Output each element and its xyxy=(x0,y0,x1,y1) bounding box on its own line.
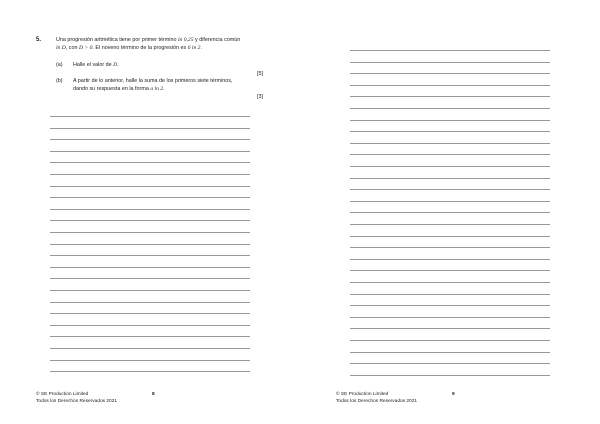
stem-text: , con xyxy=(65,45,78,51)
answer-line xyxy=(50,139,250,140)
rights-text: Todos los Derechos Reservados 2021 xyxy=(336,398,418,404)
answer-line xyxy=(350,352,550,353)
answer-lines xyxy=(350,50,550,381)
part-b-end: . xyxy=(163,86,165,92)
answer-line xyxy=(350,85,550,86)
answer-line xyxy=(350,340,550,341)
stem-text: y diferencia común xyxy=(195,37,241,43)
answer-line xyxy=(350,328,550,329)
answer-line xyxy=(350,317,550,318)
footer-left xyxy=(36,392,117,405)
answer-line xyxy=(350,96,550,97)
part-a-end: . xyxy=(117,62,119,68)
answer-line xyxy=(350,270,550,271)
answer-line xyxy=(50,197,250,198)
part-b-marks: [3] xyxy=(257,94,263,100)
stem-math: D > 0 xyxy=(78,45,93,51)
part-a-prompt: Halle el valor de xyxy=(73,62,112,68)
part-a-marks: [5] xyxy=(257,71,263,77)
answer-line xyxy=(50,174,250,175)
page-number: 8 xyxy=(152,392,155,397)
part-a-text xyxy=(73,62,119,68)
answer-line xyxy=(50,267,250,268)
answer-line xyxy=(350,131,550,132)
answer-line xyxy=(350,305,550,306)
answer-line xyxy=(350,154,550,155)
answer-line xyxy=(50,290,250,291)
answer-line xyxy=(50,278,250,279)
answer-line xyxy=(50,325,250,326)
answer-line xyxy=(50,209,250,210)
answer-line xyxy=(50,151,250,152)
answer-line xyxy=(50,232,250,233)
copyright-text: © SE Production Limited xyxy=(336,392,389,397)
question-number: 5. xyxy=(36,37,42,43)
stem-math: ln D xyxy=(56,45,66,51)
stem-text: . xyxy=(200,45,202,51)
answer-line xyxy=(350,166,550,167)
answer-line xyxy=(350,73,550,74)
answer-line xyxy=(350,363,550,364)
part-b-label: (b) xyxy=(56,78,63,84)
answer-line xyxy=(50,186,250,187)
rights-text: Todos los Derechos Reservados 2021 xyxy=(36,398,118,404)
stem-text: . El noveno término de la progresión es xyxy=(92,45,187,51)
part-b-line-1: A partir de lo anterior, halle la suma de los primeros siete términos, xyxy=(73,78,233,84)
part-b-math: a ln 2 xyxy=(150,86,164,92)
answer-line xyxy=(350,50,550,51)
answer-line xyxy=(50,128,250,129)
answer-line xyxy=(350,178,550,179)
answer-line xyxy=(50,116,250,117)
right-page xyxy=(300,0,600,424)
answer-line xyxy=(350,201,550,202)
answer-line xyxy=(350,212,550,213)
answer-line xyxy=(50,220,250,221)
answer-line xyxy=(50,360,250,361)
part-b-line-2 xyxy=(73,86,165,92)
answer-line xyxy=(350,62,550,63)
answer-line xyxy=(50,348,250,349)
answer-line xyxy=(50,302,250,303)
copyright-text: © SE Production Limited xyxy=(36,392,89,397)
question-stem-line-1 xyxy=(56,37,240,43)
answer-lines xyxy=(50,116,250,381)
stem-text: Una progresión aritmética tiene por primer término xyxy=(56,37,177,43)
part-a-math: D xyxy=(113,62,118,68)
stem-math: ln 0,25 xyxy=(177,37,194,43)
answer-line xyxy=(50,244,250,245)
answer-line xyxy=(350,224,550,225)
answer-line xyxy=(350,375,550,376)
answer-line xyxy=(50,162,250,163)
answer-line xyxy=(350,143,550,144)
answer-line xyxy=(350,108,550,109)
answer-line xyxy=(350,236,550,237)
answer-line xyxy=(50,255,250,256)
footer-right xyxy=(336,392,417,405)
answer-line xyxy=(50,313,250,314)
stem-math: 6 ln 2 xyxy=(187,45,201,51)
part-b-prompt: dando su respuesta en la forma xyxy=(73,86,149,92)
answer-line xyxy=(50,371,250,372)
question-stem-line-2 xyxy=(56,45,202,51)
page-number: 9 xyxy=(452,392,455,397)
part-a-label: (a) xyxy=(56,62,63,68)
answer-line xyxy=(350,189,550,190)
answer-line xyxy=(350,120,550,121)
answer-line xyxy=(350,247,550,248)
answer-line xyxy=(50,336,250,337)
answer-line xyxy=(350,282,550,283)
answer-line xyxy=(350,259,550,260)
answer-line xyxy=(350,294,550,295)
